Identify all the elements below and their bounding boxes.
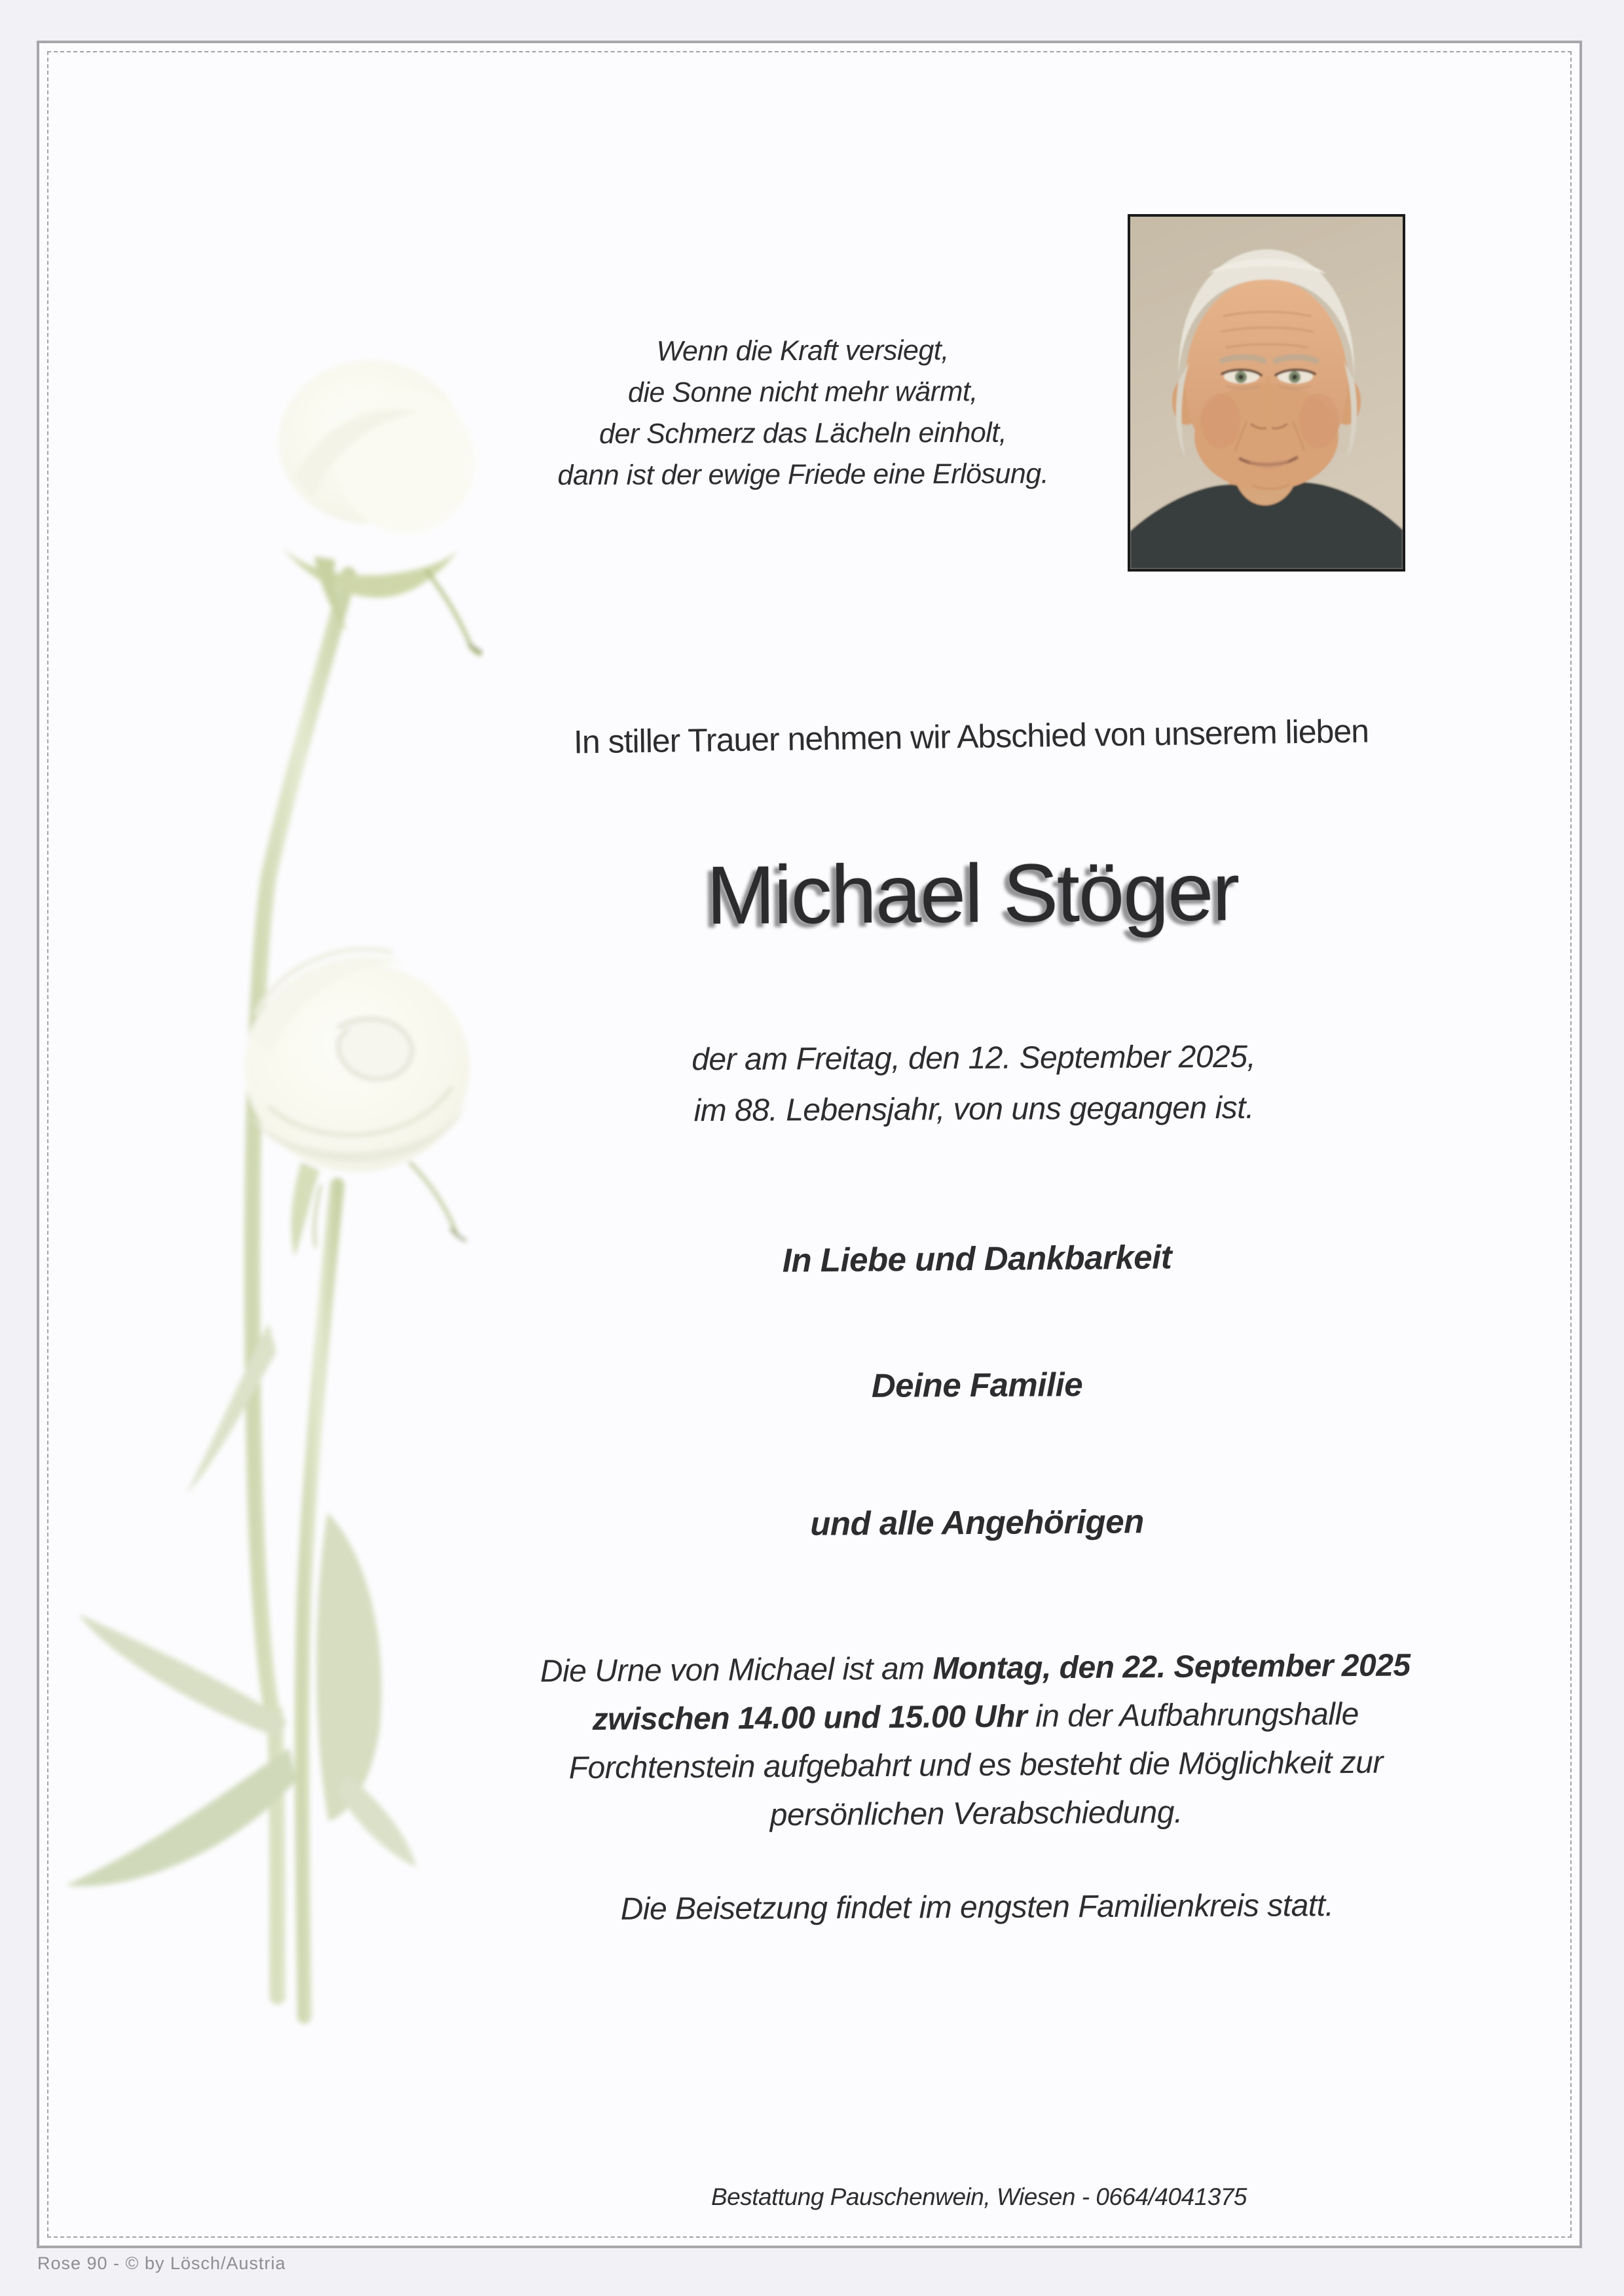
portrait-photo xyxy=(1128,214,1405,572)
poem-line: dann ist der ewige Friede eine Erlösung. xyxy=(557,458,1049,492)
funeral-home-line: Bestattung Pauschenwein, Wiesen - 0664/4041375 xyxy=(711,2183,1247,2210)
poem-line: der Schmerz das Lächeln einholt, xyxy=(599,416,1007,450)
urn-line2-bold: zwischen 14.00 und 15.00 Uhr xyxy=(592,1699,1027,1738)
urn-notice-line xyxy=(464,1641,1486,1697)
urn-notice-line: Forchtenstein aufgebahrt und es besteht die Möglichkeit zur xyxy=(568,1745,1384,1786)
rose-leaves xyxy=(65,1512,416,1886)
rose-bloom xyxy=(244,949,470,1257)
death-info-line: der am Freitag, den 12. September 2025, xyxy=(692,1039,1256,1078)
urn-line1-regular: Die Urne von Michael ist am xyxy=(540,1651,933,1689)
urn-notice xyxy=(464,1641,1487,1842)
urn-notice-line xyxy=(465,1690,1486,1745)
mourning-line-family: Deine Familie xyxy=(871,1366,1083,1404)
urn-notice-line: persönlichen Verabschiedung. xyxy=(769,1795,1183,1833)
mourning-line-gratitude: In Liebe und Dankbarkeit xyxy=(782,1238,1172,1279)
white-rose-graphic xyxy=(39,340,485,2043)
mourning-line-relatives: und alle Angehörigen xyxy=(810,1503,1144,1542)
poem-line: die Sonne nicht mehr wärmt, xyxy=(627,376,978,409)
rose-group xyxy=(65,360,482,2016)
burial-notice: Die Beisetzung findet im engsten Familienkreis statt. xyxy=(620,1888,1334,1927)
deceased-name: Michael Stöger xyxy=(706,845,1239,941)
intro-line: In stiller Trauer nehmen wir Abschied von unserem lieben xyxy=(573,712,1369,761)
urn-line2-regular: in der Aufbahrungshalle xyxy=(1027,1696,1359,1734)
urn-line1-bold: Montag, den 22. September 2025 xyxy=(932,1648,1411,1686)
death-info-line: im 88. Lebensjahr, von uns gegangen ist. xyxy=(693,1090,1254,1129)
print-credit: Rose 90 - © by Lösch/Austria xyxy=(37,2253,286,2273)
poem-line: Wenn die Kraft versiegt, xyxy=(656,335,949,367)
death-info xyxy=(450,1030,1498,1138)
